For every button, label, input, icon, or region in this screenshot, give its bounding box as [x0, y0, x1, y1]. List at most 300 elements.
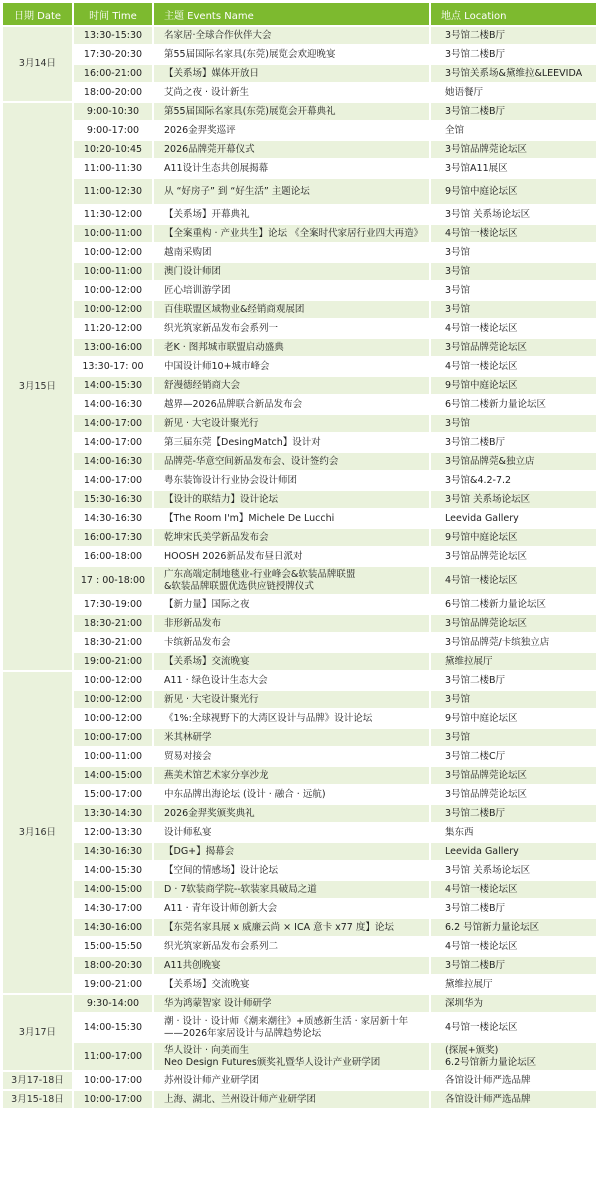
table-row	[3, 178, 597, 205]
table-row	[3, 395, 597, 414]
time-cell: 15:00-17:00	[73, 785, 153, 804]
time-cell: 18:00-20:00	[73, 83, 153, 102]
event-cell	[153, 140, 430, 159]
event-cell	[153, 1090, 430, 1109]
location-name: 3号馆品牌莞论坛区	[445, 788, 528, 800]
event-name: 织光筑家新品发布会系列一	[164, 322, 279, 334]
event-cell	[153, 842, 430, 861]
event-cell	[153, 121, 430, 140]
time-cell: 15:00-15:50	[73, 937, 153, 956]
location-name: 4号馆一楼论坛区	[445, 574, 518, 586]
location-name: 3号馆二楼B厅	[445, 959, 506, 971]
event-name: 澳门设计师团	[164, 265, 222, 277]
time-cell: 18:00-20:30	[73, 956, 153, 975]
location-cell	[430, 804, 597, 823]
location-cell	[430, 766, 597, 785]
location-cell	[430, 338, 597, 357]
event-cell	[153, 243, 430, 262]
event-name: 百佳联盟区域物业&经销商观展团	[164, 303, 305, 315]
location-name: 6.2 号馆新力量论坛区	[445, 921, 540, 933]
location-name: 各馆设计师严选品牌	[445, 1093, 531, 1105]
table-row	[3, 281, 597, 300]
time-cell: 18:30-21:00	[73, 633, 153, 652]
event-name: 上海、湖北、兰州设计师产业研学团	[164, 1093, 317, 1105]
table-row	[3, 376, 597, 395]
event-name: 苏州设计师产业研学团	[164, 1074, 260, 1086]
location-name: 4号馆一楼论坛区	[445, 883, 518, 895]
location-cell	[430, 205, 597, 224]
table-row	[3, 861, 597, 880]
location-name: 3号馆品牌莞论坛区	[445, 617, 528, 629]
table-row	[3, 994, 597, 1013]
event-name: 《1%:全球视野下的大湾区设计与品牌》设计论坛	[164, 712, 373, 724]
time-cell: 12:00-13:30	[73, 823, 153, 842]
event-cell	[153, 262, 430, 281]
table-header-row	[3, 3, 597, 26]
location-cell	[430, 243, 597, 262]
location-name: 3号馆关系场&黛维拉&LEEVIDA	[445, 67, 583, 79]
event-name: 粤东装饰设计行业协会设计师团	[164, 474, 298, 486]
time-cell: 19:00-21:00	[73, 975, 153, 994]
location-name: 9号馆中庭论坛区	[445, 185, 518, 197]
header-time: 时间 Time	[73, 3, 153, 26]
schedule-body	[3, 26, 597, 1109]
time-cell: 9:30-14:00	[73, 994, 153, 1013]
time-cell: 17 : 00-18:00	[73, 566, 153, 595]
location-name: 3号馆 关系场论坛区	[445, 208, 531, 220]
location-cell	[430, 121, 597, 140]
location-name: 3号馆二楼B厅	[445, 48, 506, 60]
event-name: 【全案重构 · 产业共生】论坛 《全案时代家居行业四大再造》	[164, 227, 424, 239]
location-cell	[430, 747, 597, 766]
time-cell: 11:20-12:00	[73, 319, 153, 338]
location-cell	[430, 1090, 597, 1109]
location-name: 4号馆一楼论坛区	[445, 1021, 518, 1033]
location-name: 3号馆A11展区	[445, 162, 508, 174]
time-cell: 13:30-17: 00	[73, 357, 153, 376]
header-location: 地点 Location	[430, 3, 597, 26]
table-row	[3, 766, 597, 785]
location-name: 各馆设计师严选品牌	[445, 1074, 531, 1086]
table-row	[3, 785, 597, 804]
location-cell	[430, 671, 597, 690]
time-cell: 11:00-12:30	[73, 178, 153, 205]
event-name: &软装品牌联盟优选供应链授牌仪式	[164, 580, 314, 592]
table-row	[3, 804, 597, 823]
location-cell	[430, 102, 597, 121]
event-cell	[153, 918, 430, 937]
time-cell: 13:30-14:30	[73, 804, 153, 823]
event-cell	[153, 709, 430, 728]
table-row	[3, 83, 597, 102]
event-cell	[153, 652, 430, 671]
table-row	[3, 671, 597, 690]
event-name: 燕美术馆艺术家分享沙龙	[164, 769, 269, 781]
time-cell: 10:00-11:00	[73, 224, 153, 243]
location-cell	[430, 937, 597, 956]
location-name: 3号馆 关系场论坛区	[445, 493, 531, 505]
location-cell	[430, 842, 597, 861]
time-cell: 14:00-15:30	[73, 376, 153, 395]
event-name: 广东高端定制地毯业-行业峰会&软装品牌联盟	[164, 568, 356, 580]
location-cell	[430, 140, 597, 159]
time-cell: 15:30-16:30	[73, 490, 153, 509]
location-cell	[430, 614, 597, 633]
event-cell	[153, 937, 430, 956]
event-name: ——2026年家居设计与品牌趋势论坛	[164, 1027, 322, 1039]
table-row	[3, 102, 597, 121]
location-cell	[430, 509, 597, 528]
location-name: 集东西	[445, 826, 474, 838]
header-date: 日期 Date	[3, 3, 73, 26]
event-cell	[153, 528, 430, 547]
event-name: 第三届东莞【DesingMatch】设计对	[164, 436, 321, 448]
time-cell: 10:00-17:00	[73, 1071, 153, 1090]
date-cell: 3月15-18日	[3, 1090, 73, 1109]
event-cell	[153, 224, 430, 243]
time-cell: 11:30-12:00	[73, 205, 153, 224]
date-cell: 3月15日	[3, 102, 73, 671]
table-row	[3, 205, 597, 224]
time-cell: 11:00-17:00	[73, 1042, 153, 1071]
time-cell: 17:30-20:30	[73, 45, 153, 64]
table-row	[3, 414, 597, 433]
event-name: 【DG+】揭幕会	[164, 845, 235, 857]
event-cell	[153, 178, 430, 205]
table-row	[3, 1071, 597, 1090]
event-name: 名家居·全球合作伙伴大会	[164, 29, 272, 41]
time-cell: 14:00-17:00	[73, 414, 153, 433]
location-cell	[430, 975, 597, 994]
time-cell: 16:00-17:30	[73, 528, 153, 547]
event-cell	[153, 880, 430, 899]
event-name: 【新力量】国际之夜	[164, 598, 250, 610]
event-name: A11设计生态共创展揭幕	[164, 162, 269, 174]
event-name: 2026金羿奖巡评	[164, 124, 236, 136]
location-cell	[430, 709, 597, 728]
location-cell	[430, 690, 597, 709]
time-cell: 10:00-11:00	[73, 747, 153, 766]
location-name: 3号馆二楼B厅	[445, 105, 506, 117]
event-cell	[153, 509, 430, 528]
location-name: 全馆	[445, 124, 465, 136]
time-cell: 14:30-16:30	[73, 509, 153, 528]
event-name: D · 7软装商学院--软装家具破局之道	[164, 883, 317, 895]
time-cell: 16:00-21:00	[73, 64, 153, 83]
event-name: 织光筑家新品发布会系列二	[164, 940, 279, 952]
event-name: 中东品牌出海论坛 (设计 · 融合 · 远航)	[164, 788, 326, 800]
table-row	[3, 652, 597, 671]
table-row	[3, 121, 597, 140]
event-cell	[153, 747, 430, 766]
location-name: 3号馆二楼C厅	[445, 750, 506, 762]
location-cell	[430, 452, 597, 471]
event-cell	[153, 690, 430, 709]
table-row	[3, 547, 597, 566]
table-row	[3, 224, 597, 243]
time-cell: 14:00-15:30	[73, 1013, 153, 1042]
event-name: HOOSH 2026新品发布昼日派对	[164, 550, 303, 562]
table-row	[3, 918, 597, 937]
table-row	[3, 937, 597, 956]
event-cell	[153, 376, 430, 395]
location-cell	[430, 159, 597, 178]
table-row	[3, 45, 597, 64]
table-row	[3, 1090, 597, 1109]
event-name: 新见 · 大宅设计聚光行	[164, 417, 259, 429]
time-cell: 9:00-17:00	[73, 121, 153, 140]
location-name: 9号馆中庭论坛区	[445, 379, 518, 391]
event-name: 老K · 图邦城市联盟启动盛典	[164, 341, 284, 353]
event-name: 【关系场】媒体开放日	[164, 67, 260, 79]
event-cell	[153, 338, 430, 357]
location-cell	[430, 956, 597, 975]
location-name: 4号馆一楼论坛区	[445, 360, 518, 372]
location-cell	[430, 64, 597, 83]
location-name: 3号馆品牌莞论坛区	[445, 341, 528, 353]
location-name: 3号馆	[445, 303, 471, 315]
event-cell	[153, 414, 430, 433]
location-cell	[430, 319, 597, 338]
table-row	[3, 26, 597, 45]
event-name: A11 · 青年设计师创新大会	[164, 902, 278, 914]
location-cell	[430, 45, 597, 64]
location-name: 3号馆二楼B厅	[445, 29, 506, 41]
time-cell: 13:00-16:00	[73, 338, 153, 357]
location-cell	[430, 547, 597, 566]
location-cell	[430, 595, 597, 614]
location-name: 3号馆品牌莞论坛区	[445, 550, 528, 562]
event-name: 设计师私宴	[164, 826, 212, 838]
event-name: 艾尚之夜 · 设计新生	[164, 86, 250, 98]
event-name: A11 · 绿色设计生态大会	[164, 674, 268, 686]
event-name: 华人设计 · 向美而生	[164, 1044, 250, 1056]
location-name: 6.2号馆新力量论坛区	[445, 1056, 537, 1068]
event-cell	[153, 1071, 430, 1090]
location-name: 3号馆品牌莞论坛区	[445, 769, 528, 781]
event-cell	[153, 633, 430, 652]
table-row	[3, 357, 597, 376]
table-row	[3, 243, 597, 262]
location-name: 3号馆品牌莞论坛区	[445, 143, 528, 155]
table-row	[3, 490, 597, 509]
event-cell	[153, 899, 430, 918]
location-name: 9号馆中庭论坛区	[445, 531, 518, 543]
time-cell: 10:20-10:45	[73, 140, 153, 159]
location-name: 3号馆	[445, 693, 471, 705]
time-cell: 14:00-16:30	[73, 452, 153, 471]
event-name: 舒漫德经销商大会	[164, 379, 241, 391]
table-row	[3, 140, 597, 159]
event-cell	[153, 319, 430, 338]
event-cell	[153, 595, 430, 614]
location-name: 黛维拉展厅	[445, 655, 493, 667]
location-cell	[430, 566, 597, 595]
event-name: 第55届国际名家具(东莞)展览会开幕典礼	[164, 105, 336, 117]
location-name: 3号馆品牌莞/卡缤独立店	[445, 636, 550, 648]
event-cell	[153, 64, 430, 83]
time-cell: 17:30-19:00	[73, 595, 153, 614]
table-row	[3, 690, 597, 709]
table-row	[3, 300, 597, 319]
location-name: 3号馆&4.2-7.2	[445, 474, 512, 486]
location-cell	[430, 471, 597, 490]
time-cell: 14:00-15:00	[73, 880, 153, 899]
location-name: 4号馆一楼论坛区	[445, 322, 518, 334]
event-cell	[153, 956, 430, 975]
location-cell	[430, 178, 597, 205]
time-cell: 10:00-12:00	[73, 281, 153, 300]
event-cell	[153, 26, 430, 45]
event-cell	[153, 566, 430, 595]
location-name: 3号馆二楼B厅	[445, 436, 506, 448]
location-name: 3号馆	[445, 417, 471, 429]
event-name: 贸易对接会	[164, 750, 212, 762]
time-cell: 14:00-16:30	[73, 395, 153, 414]
location-cell	[430, 83, 597, 102]
event-name: 【The Room I'm】Michele De Lucchi	[164, 512, 335, 524]
date-cell: 3月16日	[3, 671, 73, 994]
event-cell	[153, 83, 430, 102]
location-cell	[430, 880, 597, 899]
event-name: 匠心培训游学团	[164, 284, 231, 296]
event-cell	[153, 281, 430, 300]
location-name: 4号馆一楼论坛区	[445, 940, 518, 952]
event-cell	[153, 785, 430, 804]
time-cell: 19:00-21:00	[73, 652, 153, 671]
table-row	[3, 319, 597, 338]
event-name: 华为鸿蒙智家 设计师研学	[164, 997, 272, 1009]
events-schedule-table	[3, 3, 598, 1110]
event-name: 卡缤新品发布会	[164, 636, 231, 648]
location-name: 3号馆二楼B厅	[445, 674, 506, 686]
location-cell	[430, 1071, 597, 1090]
event-cell	[153, 1042, 430, 1071]
event-name: 乾坤宋氏美学新品发布会	[164, 531, 269, 543]
table-row	[3, 595, 597, 614]
table-row	[3, 709, 597, 728]
location-cell	[430, 1042, 597, 1071]
location-name: 黛维拉展厅	[445, 978, 493, 990]
table-row	[3, 975, 597, 994]
location-name: 9号馆中庭论坛区	[445, 712, 518, 724]
location-name: 6号馆二楼新力量论坛区	[445, 598, 547, 610]
table-row	[3, 614, 597, 633]
event-name: 【东莞名家具展 x 威廉云尚 × ICA 意卡 x77 度】论坛	[164, 921, 394, 933]
location-cell	[430, 395, 597, 414]
location-name: 3号馆 关系场论坛区	[445, 864, 531, 876]
time-cell: 14:00-15:00	[73, 766, 153, 785]
location-cell	[430, 785, 597, 804]
table-row	[3, 633, 597, 652]
event-name: 中国设计师10+城市峰会	[164, 360, 270, 372]
location-cell	[430, 26, 597, 45]
location-name: 她语餐厅	[445, 86, 484, 98]
location-cell	[430, 281, 597, 300]
event-cell	[153, 102, 430, 121]
location-cell	[430, 633, 597, 652]
event-name: 2026品牌莞开幕仪式	[164, 143, 255, 155]
location-cell	[430, 224, 597, 243]
table-row	[3, 899, 597, 918]
time-cell: 14:30-16:30	[73, 842, 153, 861]
event-name: 越界—2026品牌联合新品发布会	[164, 398, 303, 410]
table-row	[3, 64, 597, 83]
table-row	[3, 566, 597, 595]
time-cell: 10:00-12:00	[73, 300, 153, 319]
event-cell	[153, 471, 430, 490]
location-name: Leevida Gallery	[445, 512, 519, 524]
location-name: 6号馆二楼新力量论坛区	[445, 398, 547, 410]
date-cell: 3月17-18日	[3, 1071, 73, 1090]
time-cell: 11:00-11:30	[73, 159, 153, 178]
time-cell: 14:00-15:30	[73, 861, 153, 880]
time-cell: 10:00-17:00	[73, 728, 153, 747]
event-cell	[153, 490, 430, 509]
time-cell: 14:30-16:00	[73, 918, 153, 937]
location-cell	[430, 414, 597, 433]
event-name: 新见 · 大宅设计聚光行	[164, 693, 259, 705]
event-name: 第55届国际名家具(东莞)展览会欢迎晚宴	[164, 48, 336, 60]
location-cell	[430, 861, 597, 880]
location-cell	[430, 300, 597, 319]
event-cell	[153, 861, 430, 880]
time-cell: 14:00-17:00	[73, 433, 153, 452]
event-cell	[153, 395, 430, 414]
location-name: 3号馆二楼B厅	[445, 807, 506, 819]
header-event: 主题 Events Name	[153, 3, 430, 26]
location-name: 3号馆	[445, 246, 471, 258]
table-row	[3, 842, 597, 861]
event-name: 【空间的情感场】设计论坛	[164, 864, 279, 876]
event-cell	[153, 547, 430, 566]
event-cell	[153, 159, 430, 178]
table-row	[3, 262, 597, 281]
location-cell	[430, 728, 597, 747]
event-name: Neo Design Futures颁奖礼暨华人设计产业研学团	[164, 1056, 381, 1068]
location-cell	[430, 994, 597, 1013]
event-name: 潮 · 设计 · 设计师《潮来潮往》+质感新生活 · 家居新十年	[164, 1015, 409, 1027]
table-row	[3, 1013, 597, 1042]
location-cell	[430, 918, 597, 937]
time-cell: 10:00-17:00	[73, 1090, 153, 1109]
event-name: 越南采购团	[164, 246, 212, 258]
table-row	[3, 880, 597, 899]
location-cell	[430, 899, 597, 918]
event-cell	[153, 357, 430, 376]
time-cell: 9:00-10:30	[73, 102, 153, 121]
event-cell	[153, 45, 430, 64]
time-cell: 10:00-12:00	[73, 709, 153, 728]
location-cell	[430, 376, 597, 395]
event-cell	[153, 205, 430, 224]
table-row	[3, 1042, 597, 1071]
table-row	[3, 728, 597, 747]
location-cell	[430, 490, 597, 509]
location-name: 3号馆	[445, 265, 471, 277]
event-name: 【关系场】开幕典礼	[164, 208, 250, 220]
event-name: 从 “好房子” 到 “好生活” 主题论坛	[164, 185, 310, 197]
time-cell: 14:00-17:00	[73, 471, 153, 490]
time-cell: 10:00-11:00	[73, 262, 153, 281]
table-row	[3, 823, 597, 842]
location-cell	[430, 823, 597, 842]
time-cell: 10:00-12:00	[73, 690, 153, 709]
event-cell	[153, 823, 430, 842]
location-name: 3号馆	[445, 731, 471, 743]
event-name: 【关系场】交流晚宴	[164, 655, 250, 667]
table-row	[3, 338, 597, 357]
